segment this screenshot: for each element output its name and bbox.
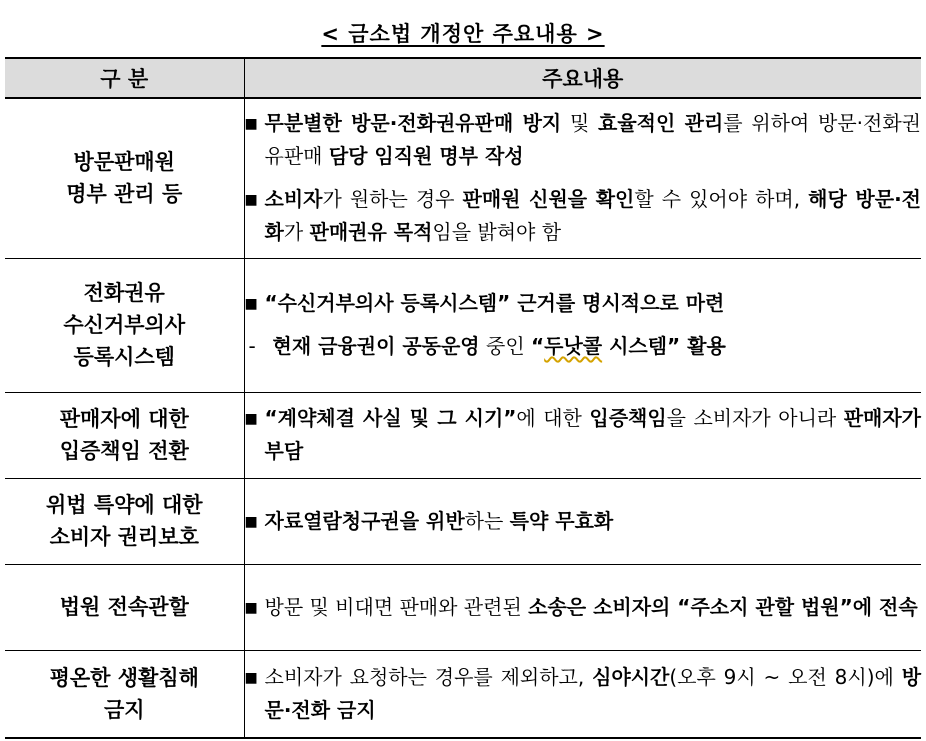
content-item — [245, 287, 922, 320]
body-text: 을 소비자가 아니라 — [666, 406, 844, 430]
category-label-line: 등록시스템 — [73, 345, 175, 369]
document-title: < 금소법 개정안 주요내용 > — [321, 22, 605, 46]
body-text: 에 대한 — [516, 406, 590, 430]
row-category — [5, 258, 244, 392]
bold-text: 두낫콜 — [544, 334, 603, 358]
table-row — [5, 650, 921, 738]
amendment-summary-table — [5, 57, 921, 739]
content-item — [245, 107, 922, 173]
row-content — [244, 650, 921, 738]
category-label-line: 전화권유 — [83, 281, 165, 305]
content-item — [245, 402, 922, 468]
body-text: 가 원하는 경우 — [322, 187, 463, 212]
row-content — [244, 258, 921, 392]
row-category — [5, 650, 244, 738]
category-label-line: 입증책임 전환 — [59, 439, 189, 463]
square-bullet-icon: ■ — [244, 513, 258, 530]
bold-text: 판매자가 부담 — [264, 406, 921, 463]
row-content — [244, 478, 921, 564]
table-row — [5, 258, 921, 392]
square-bullet-icon: ■ — [244, 411, 258, 427]
bold-text: 특약 무효화 — [509, 508, 614, 533]
square-bullet-icon: ■ — [244, 116, 258, 133]
content-item — [245, 505, 922, 538]
row-content — [244, 564, 921, 650]
bold-text: 심야시간 — [592, 664, 670, 689]
content-item — [245, 661, 922, 727]
row-category — [5, 392, 244, 478]
bold-text: 소송은 소비자의 “주소지 관할 법원”에 전속 — [528, 594, 918, 619]
body-text: 하는 — [464, 508, 510, 533]
square-bullet-icon: ■ — [244, 192, 258, 209]
body-text: 임을 밝혀야 함 — [432, 220, 562, 245]
bold-text: 판매권유 목적 — [309, 220, 433, 245]
category-label-line: 소비자 권리보호 — [49, 525, 199, 549]
bold-text: 무분별한 방문·전화권유판매 방지 — [264, 111, 562, 136]
table-row — [5, 478, 921, 564]
category-label-line: 방문판매원 — [73, 150, 175, 175]
bold-text: 해당 방문·전화 — [264, 187, 921, 245]
square-bullet-icon: ■ — [244, 296, 258, 312]
body-text: 방문 및 비대면 판매와 관련된 — [264, 594, 529, 619]
square-bullet-icon: ■ — [244, 599, 258, 616]
content-item — [245, 183, 922, 249]
dash-bullet-icon: - — [248, 334, 256, 358]
bold-text: 판매원 신원을 확인 — [462, 187, 635, 212]
category-label-line: 명부 관리 등 — [66, 182, 183, 207]
header-content: 주요내용 — [244, 58, 921, 98]
body-text: 를 위하여 방문·전화권유판매 — [264, 111, 921, 169]
bold-text: 자료열람청구권을 위반 — [264, 508, 465, 533]
row-category — [5, 478, 244, 564]
bold-text: “계약체결 사실 및 그 시기” — [264, 406, 517, 430]
bold-text: 현재 금융권이 공동운영 — [272, 334, 480, 358]
category-label-line: 수신거부의사 — [63, 313, 186, 337]
square-bullet-icon: ■ — [244, 669, 258, 686]
bold-text: “수신거부의사 등록시스템” 근거를 명시적으로 마련 — [264, 291, 725, 315]
table-row — [5, 98, 921, 258]
body-text: 할 수 있어야 하며, — [634, 187, 809, 212]
category-label-line: 판매자에 대한 — [59, 407, 189, 431]
bold-text: 담당 임직원 명부 작성 — [328, 144, 524, 169]
body-text: 및 — [561, 111, 599, 136]
category-label-line: 위법 특약에 대한 — [45, 493, 203, 517]
category-label-line: 금지 — [103, 697, 145, 722]
table-row — [5, 392, 921, 478]
bold-text: 방문·전화 금지 — [264, 664, 922, 722]
body-text: 소비자가 요청하는 경우를 제외하고, — [264, 664, 593, 689]
table-row — [5, 564, 921, 650]
body-text: (오후 9시 ~ 오전 8시)에 — [669, 664, 902, 689]
bold-text: 입증책임 — [589, 406, 667, 430]
bold-text: 소비자 — [264, 187, 323, 212]
category-label-line: 법원 전속관할 — [59, 595, 189, 619]
row-content — [244, 98, 921, 258]
row-category — [5, 98, 244, 258]
row-content — [244, 392, 921, 478]
header-category: 구 분 — [5, 58, 244, 98]
content-item — [245, 591, 922, 624]
category-label-line: 평온한 생활침해 — [49, 665, 199, 690]
table-header-row — [5, 58, 921, 98]
bold-text: 시스템” 활용 — [602, 334, 726, 358]
content-item — [245, 330, 922, 363]
body-text: 가 — [283, 220, 310, 245]
body-text: 중인 — [479, 334, 531, 358]
bold-text: “ — [531, 334, 545, 358]
bold-text: 효율적인 관리 — [598, 111, 724, 136]
row-category — [5, 564, 244, 650]
